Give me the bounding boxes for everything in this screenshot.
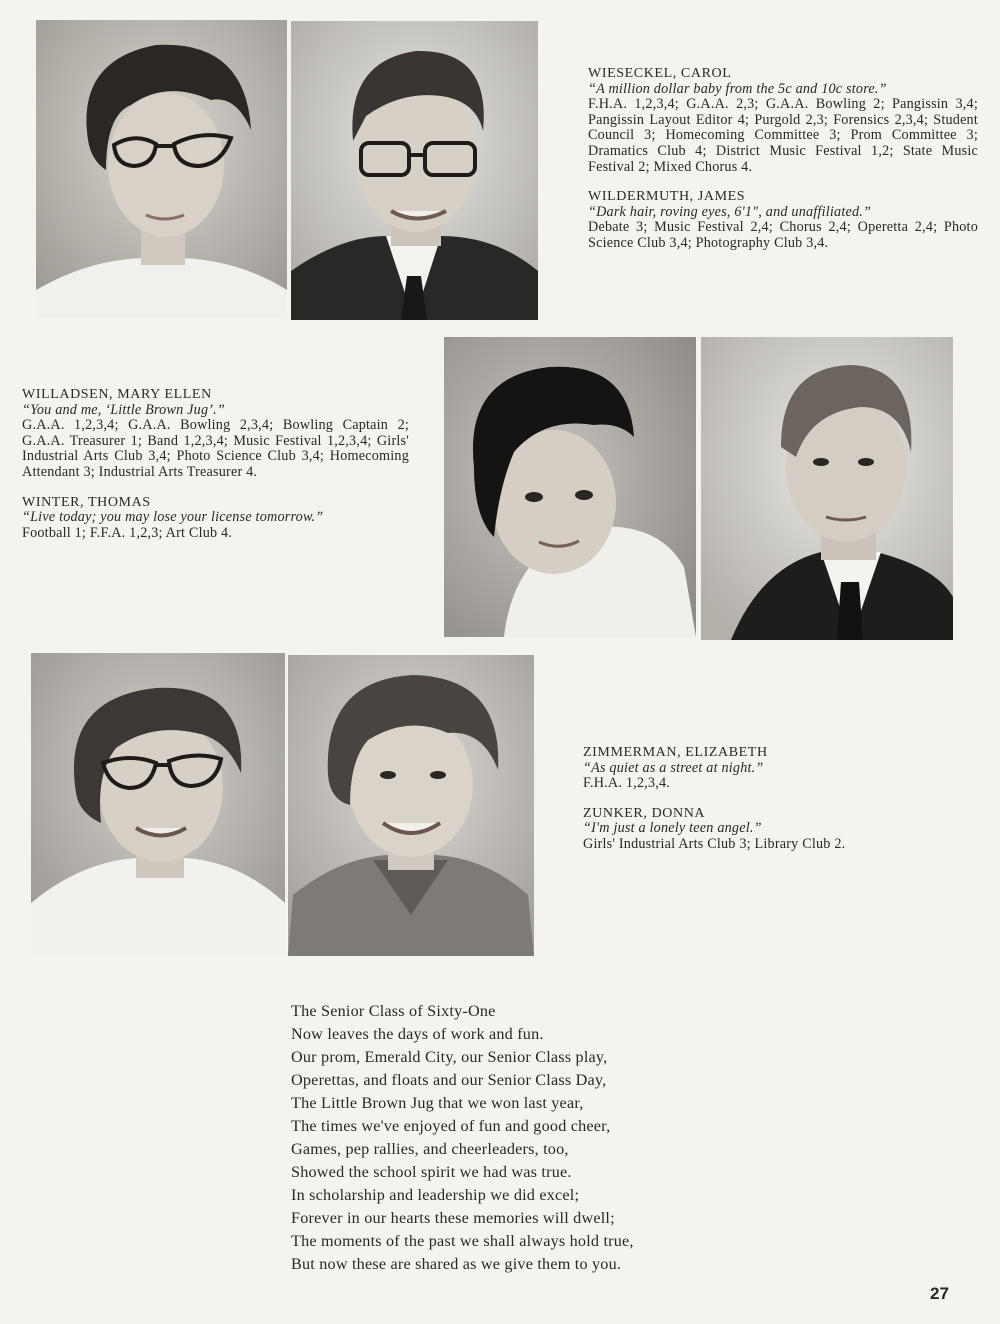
student-name: WILLADSEN, MARY ELLEN [22,387,212,402]
student-quote: “Live today; you may lose your license tomorrow.” [22,509,324,526]
bio-entry-mary-ellen-willadsen [22,387,409,481]
bio-entry-carol-wieseckel [588,66,978,175]
bio-block-middle [22,387,409,555]
portrait-photo-carol-wieseckel [36,20,287,317]
bio-entry-donna-zunker [583,806,923,853]
poem-line: Now leaves the days of work and fun. [291,1025,544,1043]
poem-line: Forever in our hearts these memories will dwell; [291,1209,615,1227]
poem-line: But now these are shared as we give them to you. [291,1255,622,1273]
poem-line: Operettas, and floats and our Senior Class Day, [291,1071,607,1089]
student-name: ZUNKER, DONNA [583,805,706,821]
bio-entry-elizabeth-zimmerman [583,745,923,792]
student-name: ZIMMERMAN, ELIZABETH [583,745,768,760]
bio-block-bottom [583,745,923,867]
bio-block-top [588,66,978,266]
student-activities: Football 1; F.F.A. 1,2,3; Art Club 4. [22,524,233,541]
portrait-photo-james-wildermuth [291,21,538,320]
student-quote: “I'm just a lonely teen angel.” [583,820,762,837]
student-quote: “You and me, ‘Little Brown Jug’.” [22,401,226,418]
poem-line: Our prom, Emerald City, our Senior Class play, [291,1048,608,1066]
student-activities: F.H.A. 1,2,3,4; G.A.A. 2,3; G.A.A. Bowling 2; Pangissin 3,4; Pangissin Layout Editor 4; Purgold 2,3; Forensics 2,3,4; Student Council 3; Homecoming Committee 3; Prom Committee 3; Dramatics Club 4; District Music Festival 1,2; State Music Festival 2; Mixed Chorus 4. [588,96,978,175]
student-activities: G.A.A. 1,2,3,4; G.A.A. Bowling 2,3,4; Bowling Captain 2; G.A.A. Treasurer 1; Band 1,2,3,4; Music Festival 1,2,3,4; Girls' Industrial Arts Club 3,4; Photo Science Club 3,4; Homecoming Attendant 3; Industrial Arts Treasurer 4. [22,417,409,480]
bio-entry-james-wildermuth [588,189,978,251]
portrait-photo-donna-zunker [288,655,534,956]
student-name: WINTER, THOMAS [22,494,151,510]
poem-line: In scholarship and leadership we did excel; [291,1186,580,1204]
student-quote: “Dark hair, roving eyes, 6'1", and unaffiliated.” [588,203,872,220]
portrait-photo-thomas-winter [701,337,953,640]
portrait-photo-mary-ellen-willadsen [444,337,696,637]
portrait-photo-elizabeth-zimmerman [31,653,285,955]
student-activities: F.H.A. 1,2,3,4. [583,775,670,792]
student-quote: “As quiet as a street at night.” [583,759,764,776]
student-activities: Girls' Industrial Arts Club 3; Library Club 2. [583,835,846,852]
bio-entry-thomas-winter [22,495,409,542]
poem-line: The Senior Class of Sixty-One [291,1002,496,1020]
poem-line: The times we've enjoyed of fun and good cheer, [291,1117,611,1135]
poem-line: Games, pep rallies, and cheerleaders, too, [291,1140,569,1158]
poem-line: The moments of the past we shall always hold true, [291,1232,634,1250]
page-number: 27 [930,1284,949,1303]
student-name: WILDERMUTH, JAMES [588,189,746,205]
senior-class-poem [291,1000,634,1276]
student-quote: “A million dollar baby from the 5c and 10c store.” [588,80,887,97]
student-name: WIESECKEL, CAROL [588,66,732,81]
student-activities: Debate 3; Music Festival 2,4; Chorus 2,4; Operetta 2,4; Photo Science Club 3,4; Photography Club 3,4. [588,219,978,251]
poem-line: Showed the school spirit we had was true. [291,1163,572,1181]
poem-line: The Little Brown Jug that we won last year, [291,1094,584,1112]
